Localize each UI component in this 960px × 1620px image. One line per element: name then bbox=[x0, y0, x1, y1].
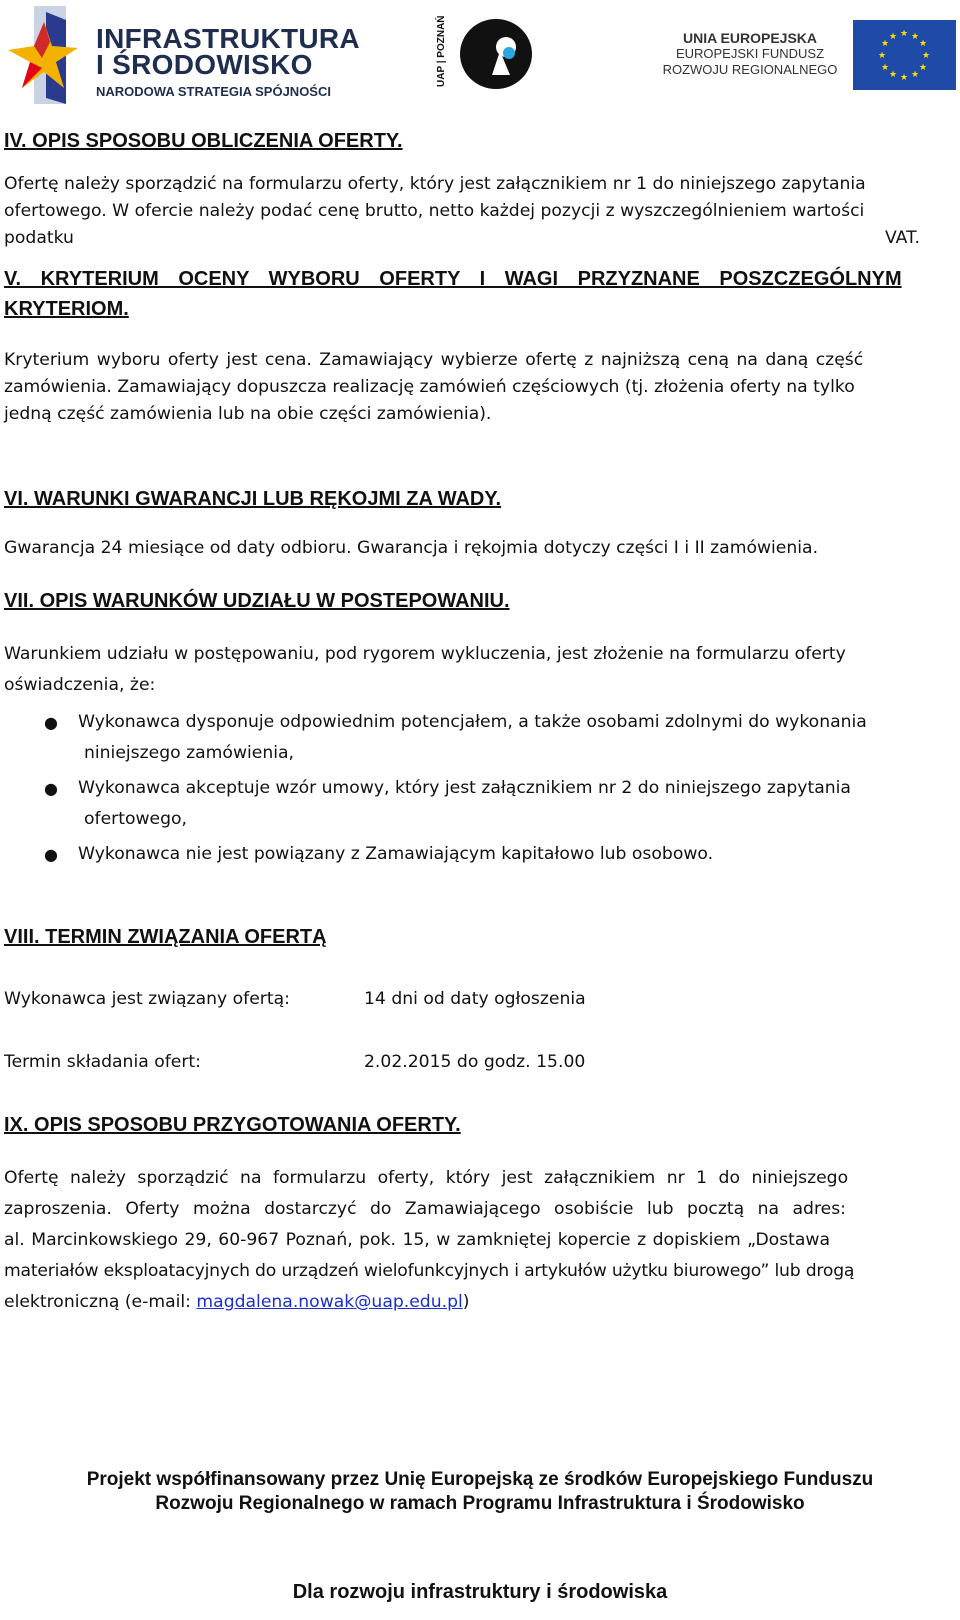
section-8-title: VIII. TERMIN ZWIĄZANIA OFERTĄ bbox=[4, 926, 327, 948]
section-4-title: IV. OPIS SPOSOBU OBLICZENIA OFERTY. bbox=[4, 130, 403, 152]
page-header bbox=[0, 0, 960, 115]
footer-funding bbox=[0, 1468, 960, 1516]
section-7-text-line2: oświadczenia, że: bbox=[4, 675, 156, 695]
bullet-icon: ● bbox=[44, 713, 58, 732]
section-7-text-line1: Warunkiem udziału w postępowaniu, pod rygorem wykluczenia, jest złożenie na formularzu oferty bbox=[4, 644, 846, 664]
section-9-text-line2: zaproszenia. Oferty można dostarczyć do Zamawiającego osobiście lub pocztą na adres: bbox=[4, 1199, 846, 1219]
svg-text:★: ★ bbox=[910, 70, 920, 80]
section-4-text-line2: ofertowego. W ofercie należy podać cenę brutto, netto każdej pozycji z wyszczególnieniem wartości bbox=[4, 201, 865, 221]
section-9-text-line3: al. Marcinkowskiego 29, 60-967 Poznań, pok. 15, w zamkniętej kopercie z dopiskiem „Dostawa bbox=[4, 1230, 831, 1250]
svg-text:★: ★ bbox=[918, 39, 928, 49]
infrastruktura-star-icon bbox=[4, 2, 94, 108]
bullet-icon: ● bbox=[44, 779, 58, 798]
binding-period-value: 14 dni od daty ogłoszenia bbox=[364, 989, 586, 1009]
section-5-text-line2: zamówienia. Zamawiający dopuszcza realizację zamówień częściowych (tj. złożenia oferty na tylko bbox=[4, 377, 855, 397]
infra-logo-line1: INFRASTRUKTURA bbox=[96, 23, 360, 54]
binding-period-label: Wykonawca jest związany ofertą: bbox=[4, 989, 290, 1009]
section-6-text: Gwarancja 24 miesiące od daty odbioru. Gwarancja i rękojmia dotyczy części I i II zamówienia. bbox=[4, 538, 819, 558]
svg-text:★: ★ bbox=[877, 51, 887, 61]
section-5-text-line1: Kryterium wyboru oferty jest cena. Zamawiający wybierze ofertę z najniższą ceną na daną część bbox=[4, 350, 864, 370]
list-item: ● Wykonawca dysponuje odpowiednim potencjałem, a także osobami zdolnymi do wykonania niniejszego zamówienia, bbox=[4, 707, 956, 769]
deadline-value: 2.02.2015 do godz. 15.00 bbox=[364, 1052, 586, 1072]
section-4-text-line3a: podatku bbox=[4, 228, 74, 248]
section-9-text-line5: elektroniczną (e-mail: magdalena.nowak@uap.edu.pl) bbox=[4, 1292, 470, 1312]
eu-logo-line2: EUROPEJSKI FUNDUSZ bbox=[675, 46, 825, 61]
uap-label: UAP | POZNAŃ bbox=[436, 15, 447, 87]
svg-text:★: ★ bbox=[888, 70, 898, 80]
binding-period-row bbox=[4, 989, 956, 1013]
svg-text:★: ★ bbox=[880, 63, 890, 73]
conditions-list bbox=[4, 707, 956, 870]
svg-text:★: ★ bbox=[918, 63, 928, 73]
svg-text:★: ★ bbox=[921, 51, 931, 61]
section-9-text-line4: materiałów eksploatacyjnych do urządzeń wielofunkcyjnych i artykułów użytku biurowego” lub drogą bbox=[4, 1261, 855, 1281]
email-link[interactable]: magdalena.nowak@uap.edu.pl bbox=[196, 1292, 463, 1312]
section-7-title: VII. OPIS WARUNKÓW UDZIAŁU W POSTEPOWANIU. bbox=[4, 590, 510, 612]
uap-keyhole-icon bbox=[456, 17, 556, 91]
svg-text:★: ★ bbox=[880, 39, 890, 49]
deadline-label: Termin składania ofert: bbox=[4, 1052, 201, 1072]
document-body bbox=[4, 130, 956, 1318]
list-item: ● Wykonawca nie jest powiązany z Zamawiającym kapitałowo lub osobowo. bbox=[4, 839, 956, 870]
uap-logo bbox=[436, 15, 556, 95]
section-5-title-line2: KRYTERIOM. bbox=[4, 298, 129, 320]
eu-flag-icon bbox=[853, 20, 956, 90]
section-6-title: VI. WARUNKI GWARANCJI LUB RĘKOJMI ZA WADY. bbox=[4, 488, 502, 510]
section-4-text-line3b: VAT. bbox=[884, 228, 920, 248]
bullet-icon: ● bbox=[44, 845, 58, 864]
section-9-text-line1: Ofertę należy sporządzić na formularzu oferty, który jest załącznikiem nr 1 do niniejszego bbox=[4, 1168, 849, 1188]
footer-slogan: Dla rozwoju infrastruktury i środowiska bbox=[292, 1581, 668, 1603]
infra-logo-line3: NARODOWA STRATEGIA SPÓJNOŚCI bbox=[96, 84, 331, 99]
eu-logo-line1: UNIA EUROPEJSKA bbox=[682, 30, 818, 46]
svg-text:★: ★ bbox=[910, 32, 920, 42]
infrastruktura-logo bbox=[4, 2, 360, 108]
list-item: ● Wykonawca akceptuje wzór umowy, który jest załącznikiem nr 2 do niniejszego zapytania ofertowego, bbox=[4, 773, 956, 835]
footer-line1: Projekt współfinansowany przez Unię Europejską ze środków Europejskiego Funduszu bbox=[86, 1469, 874, 1490]
section-4-text-line1: Ofertę należy sporządzić na formularzu oferty, który jest załącznikiem nr 1 do niniejszego zapytania bbox=[4, 174, 866, 194]
svg-text:★: ★ bbox=[899, 29, 909, 39]
section-5-title-line1: V. KRYTERIUM OCENY WYBORU OFERTY I WAGI PRZYZNANE POSZCZEGÓLNYM bbox=[4, 268, 902, 290]
svg-text:★: ★ bbox=[899, 73, 909, 83]
eu-logo-line3: ROZWOJU REGIONALNEGO bbox=[662, 62, 838, 77]
footer-line2: Rozwoju Regionalnego w ramach Programu Infrastruktura i Środowisko bbox=[155, 1493, 805, 1514]
eu-logo bbox=[660, 18, 956, 90]
section-9-title: IX. OPIS SPOSOBU PRZYGOTOWANIA OFERTY. bbox=[4, 1114, 461, 1136]
infra-logo-line2: I ŚRODOWISKO bbox=[96, 49, 313, 80]
deadline-row bbox=[4, 1052, 956, 1076]
section-5-text-line3: jedną część zamówienia lub na obie części zamówienia). bbox=[4, 404, 492, 424]
svg-text:★: ★ bbox=[888, 32, 898, 42]
